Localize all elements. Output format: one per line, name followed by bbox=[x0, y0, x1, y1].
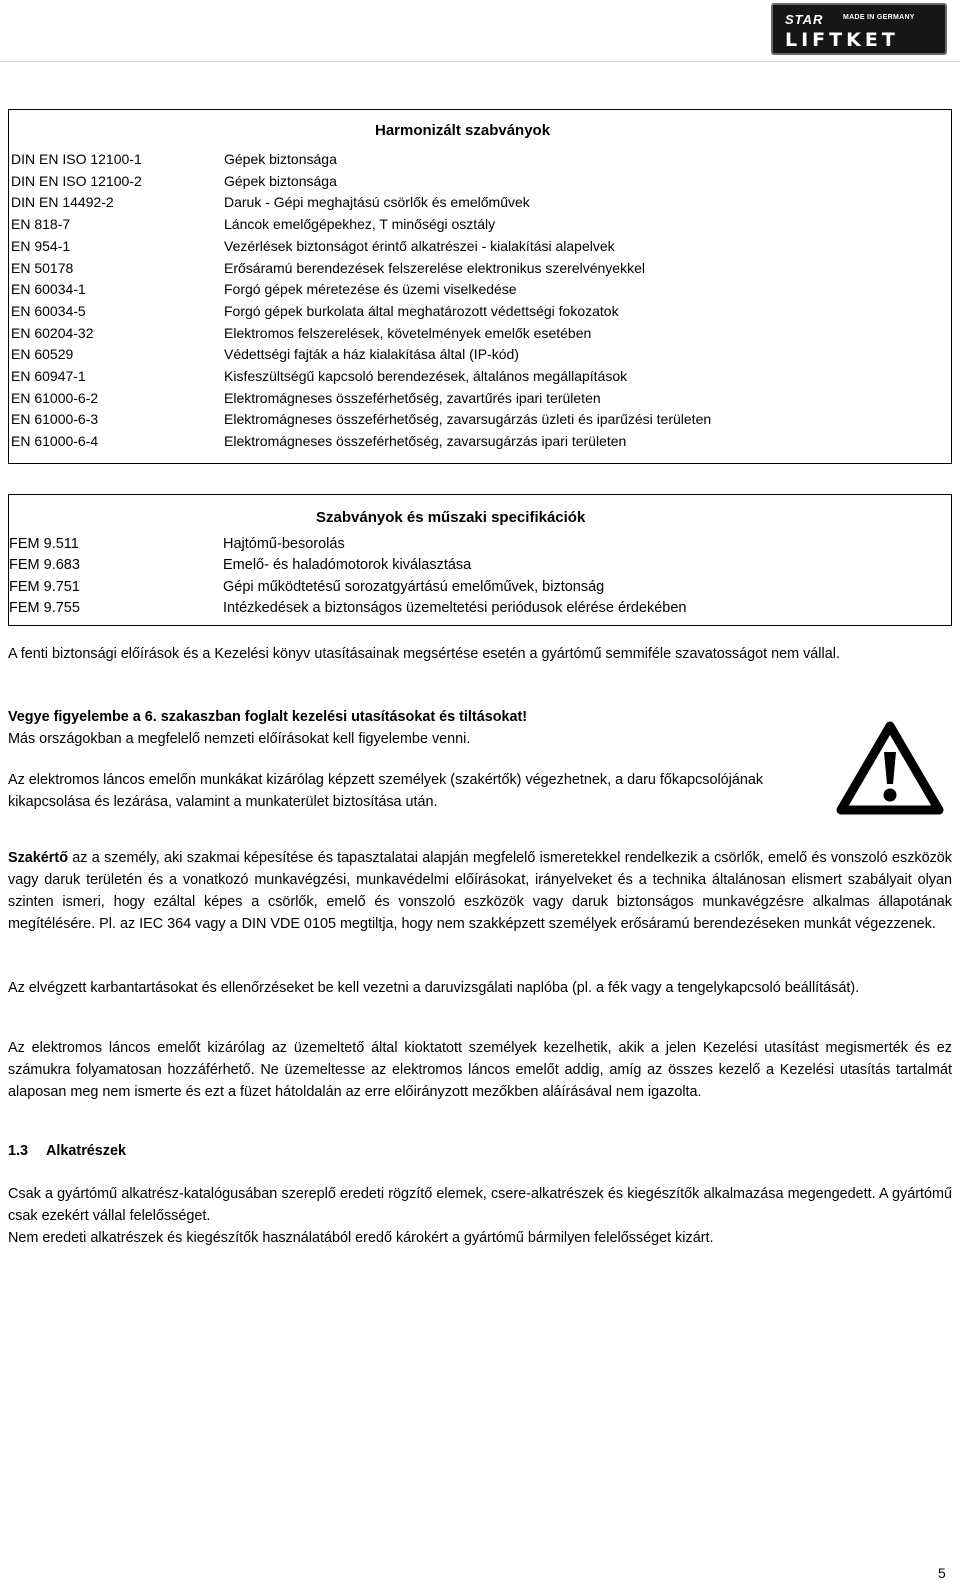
section-number: 1.3 bbox=[8, 1143, 29, 1159]
warning-triangle-icon bbox=[835, 718, 945, 816]
standard-code: EN 61000-6-4 bbox=[11, 433, 99, 450]
standard-code: EN 60529 bbox=[11, 346, 74, 363]
liability-paragraph: A fenti biztonsági előírások és a Kezelési könyv utasításainak megsértése esetén a gyártómű semmiféle szavatosságot nem vállal. bbox=[8, 646, 840, 662]
standard-code: FEM 9.511 bbox=[9, 536, 79, 552]
standard-code: DIN EN ISO 12100-2 bbox=[11, 172, 142, 189]
specifications-title: Szabványok és műszaki specifikációk bbox=[316, 509, 586, 526]
standard-description: Forgó gépek méretezése és üzemi viselkedése bbox=[224, 281, 517, 298]
standard-code: DIN EN 14492-2 bbox=[11, 194, 114, 211]
standard-code: EN 818-7 bbox=[11, 216, 71, 233]
standard-code: EN 954-1 bbox=[11, 237, 71, 254]
harmonized-standards-box bbox=[8, 109, 952, 464]
standard-code: EN 60034-5 bbox=[11, 302, 86, 319]
standard-code: FEM 9.751 bbox=[9, 578, 80, 595]
logo-made-in-text: MADE IN GERMANY bbox=[843, 14, 915, 21]
standard-description: Védettségi fajták a ház kialakítása által (IP-kód) bbox=[224, 346, 519, 363]
expert-definition-text: az a személy, aki szakmai képesítése és tapasztalatai alapján megfelelő ismeretekkel rendelkezik a csörlők, emelő és vonszoló eszközök vagy daruk területén és a vonatkozó munkavégzési, munkavédelmi előírásokat, irányelveket és a technika általánosan elismert szabályait olyan szinten ismeri, hogy ezáltal képes a csörlők, emelő és vonszoló eszközök vagy daruk biztonságos munkavégzésre alkalmas állapotának megítélésére. Pl. az IEC 364 vagy a DIN VDE 0105 megtiltja, hogy nem szakképzett személyek erősáramú berendezéseken munkát végezzenek. bbox=[8, 850, 952, 932]
standard-code: EN 60947-1 bbox=[11, 368, 86, 384]
standard-description: Gépi működtetésű sorozatgyártású emelőművek, biztonság bbox=[223, 578, 605, 595]
logo-star-text: STAR bbox=[785, 12, 824, 27]
standard-description: Emelő- és haladómotorok kiválasztása bbox=[223, 557, 472, 574]
standard-description: Elektromágneses összeférhetőség, zavartűrés ipari területen bbox=[224, 389, 601, 406]
liftket-logo bbox=[771, 3, 947, 55]
specifications-box bbox=[8, 494, 952, 626]
standard-code: FEM 9.755 bbox=[9, 599, 80, 616]
standard-description: Intézkedések a biztonságos üzemeltetési periódusok elérése érdekében bbox=[223, 599, 687, 616]
spare-parts-text: Csak a gyártómű alkatrész-katalógusában szereplő eredeti rögzítő elemek, csere-alkatrészek és kiegészítők alkalmazása megengedett. A gyártómű csak ezekért vállal felelősséget. bbox=[8, 1186, 952, 1224]
standard-code: DIN EN ISO 12100-1 bbox=[11, 151, 142, 167]
standard-code: FEM 9.683 bbox=[9, 557, 80, 574]
expert-definition-paragraph bbox=[8, 847, 952, 935]
logo-brand-text: LIFTKET bbox=[785, 29, 899, 51]
instructions-paragraph bbox=[8, 706, 952, 750]
qualified-personnel-paragraph: Az elektromos láncos emelőn munkákat kizárólag képzett személyek (szakértők) végezhetnek, a daru főkapcsolójának kikapcsolása és lezárása, valamint a munkaterület biztosítása után. bbox=[8, 772, 764, 810]
standard-description: Daruk - Gépi meghajtású csörlők és emelőművek bbox=[224, 194, 530, 211]
header-divider bbox=[0, 61, 960, 62]
section-heading bbox=[8, 1140, 952, 1162]
standard-code: EN 60034-1 bbox=[11, 281, 86, 298]
standard-description: Gépek biztonsága bbox=[224, 172, 337, 189]
standard-description: Elektromágneses összeférhetőség, zavarsugárzás ipari területen bbox=[224, 433, 627, 450]
standard-description: Erősáramú berendezések felszerelése elektronikus szerelvényekkel bbox=[224, 259, 645, 276]
standard-description: Gépek biztonsága bbox=[224, 151, 337, 167]
section-title: Alkatrészek bbox=[46, 1143, 127, 1159]
standard-description: Forgó gépek burkolata által meghatározott védettségi fokozatok bbox=[224, 302, 619, 319]
standard-description: Kisfeszültségű kapcsoló berendezések, általános megállapítások bbox=[224, 368, 628, 384]
page-number: 5 bbox=[938, 1565, 946, 1581]
standard-description: Hajtómű-besorolás bbox=[223, 536, 345, 552]
instructions-bold-text: Vegye figyelembe a 6. szakaszban foglalt kezelési utasításokat és tiltásokat! bbox=[8, 709, 528, 725]
operator-paragraph: Az elektromos láncos emelőt kizárólag az üzemeltető által kioktatott személyek kezelhetik, akik a jelen Kezelési utasítást megismerték és ez számukra folyamatosan hozzáférhető. Ne üzemeltesse az elektromos láncos emelőt addig, amíg az összes kezelő a Kezelési utasítás tartalmát alaposan meg nem ismerte és ezt a füzet hátoldalán az erre előirányzott mezőkben aláírásával nem igazolta. bbox=[8, 1040, 952, 1100]
standard-code: EN 60204-32 bbox=[11, 324, 94, 341]
spare-parts-liability-text: Nem eredeti alkatrészek és kiegészítők használatából eredő károkért a gyártómű bármilyen felelősséget kizárt. bbox=[8, 1230, 714, 1246]
standard-description: Vezérlések biztonságot érintő alkatrészei - kialakítási alapelvek bbox=[224, 237, 615, 254]
expert-term: Szakértő bbox=[8, 850, 68, 866]
standard-code: EN 61000-6-3 bbox=[11, 411, 99, 428]
standard-code: EN 61000-6-2 bbox=[11, 389, 99, 406]
standard-code: EN 50178 bbox=[11, 259, 74, 276]
harmonized-standards-title: Harmonizált szabványok bbox=[375, 122, 551, 139]
instructions-national-text: Más országokban a megfelelő nemzeti előírásokat kell figyelembe venni. bbox=[8, 731, 471, 747]
standard-description: Láncok emelőgépekhez, T minőségi osztály bbox=[224, 216, 496, 233]
standard-description: Elektromos felszerelések, követelmények emelők esetében bbox=[224, 324, 592, 341]
standard-description: Elektromágneses összeférhetőség, zavarsugárzás üzleti és iparűzési területen bbox=[224, 411, 712, 428]
maintenance-log-paragraph: Az elvégzett karbantartásokat és ellenőrzéseket be kell vezetni a daruvizsgálati naplóba (pl. a fék vagy a tengelykapcsoló beállítását). bbox=[8, 980, 860, 996]
spare-parts-paragraph bbox=[8, 1183, 952, 1249]
